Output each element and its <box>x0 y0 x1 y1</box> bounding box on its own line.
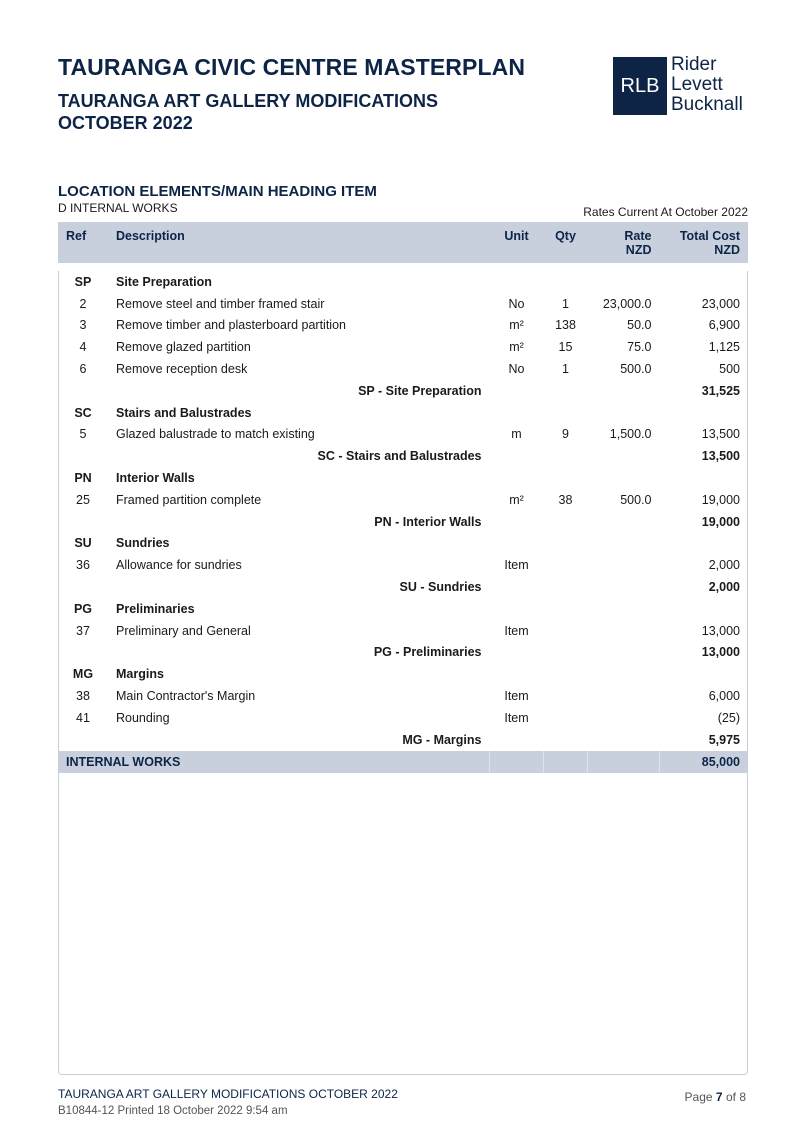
subtotal-label: SU - Sundries <box>399 580 482 595</box>
page-current: 7 <box>715 1090 723 1104</box>
subtotal-row <box>58 445 748 467</box>
item-qty <box>544 707 588 729</box>
subtotal-unit-cell <box>490 576 544 598</box>
item-unit: m² <box>509 318 524 333</box>
header-rate-line2: NZD <box>625 243 652 257</box>
item-total: 13,000 <box>701 623 740 638</box>
header-total <box>660 222 749 263</box>
group-description: Preliminaries <box>116 601 195 616</box>
group-ref: SP <box>74 274 92 289</box>
group-description: Site Preparation <box>116 274 212 289</box>
item-unit: Item <box>504 623 529 638</box>
item-qty: 138 <box>555 318 576 333</box>
item-ref: 36 <box>76 558 90 573</box>
subtotal-unit-cell <box>490 511 544 533</box>
item-total: 13,500 <box>701 427 740 442</box>
cost-table <box>58 222 748 773</box>
subtotal-total: 31,525 <box>701 383 740 398</box>
item-description: Main Contractor's Margin <box>116 689 256 704</box>
item-ref: 5 <box>79 427 87 442</box>
item-unit: m <box>511 427 522 442</box>
item-description: Remove reception desk <box>116 362 248 377</box>
item-total: 23,000 <box>701 296 740 311</box>
item-qty: 15 <box>558 340 573 355</box>
subtotal-label: SP - Site Preparation <box>358 383 482 398</box>
group-ref: PN <box>74 471 92 486</box>
group-row <box>58 467 748 489</box>
subtotal-unit-cell <box>490 380 544 402</box>
rlb-logo-word-rider: Rider <box>671 54 717 75</box>
item-total: 19,000 <box>701 492 740 507</box>
item-qty <box>544 554 588 576</box>
group-description: Interior Walls <box>116 471 195 486</box>
item-total: (25) <box>717 710 740 725</box>
subtotal-unit-cell <box>490 642 544 664</box>
group-ref: MG <box>72 667 94 682</box>
section-heading: LOCATION ELEMENTS/MAIN HEADING ITEM <box>58 183 377 200</box>
subtotal-row <box>58 642 748 664</box>
rlb-logo-words <box>671 55 743 115</box>
table-row <box>58 424 748 446</box>
grand-total-qty-cell <box>544 751 588 773</box>
grand-total-value: 85,000 <box>660 751 749 773</box>
subtotal-qty-cell <box>544 445 588 467</box>
page-number <box>685 1090 746 1104</box>
rlb-logo-mark: RLB <box>613 57 667 115</box>
item-ref: 3 <box>79 318 87 333</box>
item-qty: 9 <box>562 427 569 442</box>
group-row <box>58 271 748 293</box>
group-row <box>58 598 748 620</box>
group-ref: PG <box>73 601 93 616</box>
subtotal-total: 5,975 <box>708 732 740 747</box>
item-total: 500 <box>719 362 740 377</box>
item-total: 2,000 <box>708 558 740 573</box>
table-row <box>58 358 748 380</box>
group-row <box>58 402 748 424</box>
section-subheading: D INTERNAL WORKS <box>58 201 178 215</box>
item-description: Glazed balustrade to match existing <box>116 427 315 442</box>
subtotal-rate-cell <box>588 576 660 598</box>
table-row <box>58 293 748 315</box>
item-qty: 38 <box>558 492 573 507</box>
report-title: TAURANGA CIVIC CENTRE MASTERPLAN <box>58 54 526 80</box>
group-description: Margins <box>116 667 164 682</box>
item-rate: 1,500.0 <box>609 427 652 442</box>
footer-printed: B10844-12 Printed 18 October 2022 9:54 am <box>58 1105 288 1117</box>
item-unit: No <box>508 296 525 311</box>
item-description: Remove steel and timber framed stair <box>116 296 325 311</box>
item-ref: 25 <box>76 492 90 507</box>
subtotal-rate-cell <box>588 511 660 533</box>
subtotal-unit-cell <box>490 445 544 467</box>
grand-total-row <box>58 751 748 773</box>
group-row <box>58 533 748 555</box>
header-description: Description <box>116 229 185 243</box>
item-total: 6,900 <box>708 318 740 333</box>
subtotal-qty-cell <box>544 576 588 598</box>
rlb-logo-word-bucknall: Bucknall <box>671 94 743 115</box>
group-description: Stairs and Balustrades <box>116 405 252 420</box>
table-row <box>58 315 748 337</box>
table-header-row <box>58 222 748 263</box>
group-row <box>58 663 748 685</box>
subtotal-qty-cell <box>544 380 588 402</box>
rlb-logo <box>613 54 749 115</box>
subtotal-row <box>58 511 748 533</box>
subtotal-row <box>58 380 748 402</box>
page-total: 8 <box>739 1090 746 1104</box>
item-total: 1,125 <box>708 340 740 355</box>
item-ref: 2 <box>79 296 87 311</box>
table-row <box>58 707 748 729</box>
subtotal-label: PG - Preliminaries <box>373 645 482 660</box>
subtotal-row <box>58 729 748 751</box>
group-description: Sundries <box>116 536 170 551</box>
header-total-line1: Total Cost <box>679 229 740 243</box>
subtotal-unit-cell <box>490 729 544 751</box>
item-description: Remove timber and plasterboard partition <box>116 318 346 333</box>
item-total: 6,000 <box>708 689 740 704</box>
item-ref: 38 <box>76 689 90 704</box>
report-subtitle-line2: OCTOBER 2022 <box>58 113 193 133</box>
item-unit: Item <box>504 710 529 725</box>
table-body <box>58 271 748 751</box>
item-qty <box>544 620 588 642</box>
grand-total-label: INTERNAL WORKS <box>66 754 181 769</box>
group-ref: SU <box>74 536 92 551</box>
subtotal-qty-cell <box>544 729 588 751</box>
item-rate <box>588 685 660 707</box>
item-rate <box>588 620 660 642</box>
subtotal-rate-cell <box>588 642 660 664</box>
item-unit: m² <box>509 340 524 355</box>
page-word: Page <box>684 1090 713 1104</box>
item-description: Rounding <box>116 710 170 725</box>
subtotal-rate-cell <box>588 380 660 402</box>
item-qty <box>544 685 588 707</box>
header-qty: Qty <box>555 229 576 243</box>
report-subtitle-line1: TAURANGA ART GALLERY MODIFICATIONS <box>58 91 438 111</box>
item-description: Preliminary and General <box>116 623 251 638</box>
header-total-line2: NZD <box>714 243 740 257</box>
report-subtitle <box>58 90 518 134</box>
table-row <box>58 620 748 642</box>
item-description: Allowance for sundries <box>116 558 242 573</box>
table-row <box>58 489 748 511</box>
item-rate: 50.0 <box>627 318 652 333</box>
rates-note: Rates Current At October 2022 <box>583 205 748 219</box>
item-unit: m² <box>509 492 524 507</box>
grand-total-unit-cell <box>490 751 544 773</box>
group-ref: SC <box>74 405 92 420</box>
subtotal-qty-cell <box>544 511 588 533</box>
subtotal-rate-cell <box>588 729 660 751</box>
item-unit: Item <box>504 689 529 704</box>
item-qty: 1 <box>562 362 569 377</box>
subtotal-qty-cell <box>544 642 588 664</box>
subtotal-total: 13,000 <box>701 645 740 660</box>
header-ref: Ref <box>66 229 87 243</box>
header-unit: Unit <box>504 229 529 243</box>
subtotal-row <box>58 576 748 598</box>
item-rate: 500.0 <box>620 362 652 377</box>
rlb-logo-word-levett: Levett <box>671 74 723 95</box>
footer-doc-title: TAURANGA ART GALLERY MODIFICATIONS OCTOBER 2022 <box>58 1087 398 1101</box>
item-ref: 37 <box>76 623 90 638</box>
subtotal-label: MG - Margins <box>402 732 482 747</box>
item-unit: No <box>508 362 525 377</box>
item-rate: 23,000.0 <box>602 296 652 311</box>
grand-total-rate-cell <box>588 751 660 773</box>
subtotal-label: SC - Stairs and Balustrades <box>317 449 482 464</box>
header-rate <box>588 222 660 263</box>
item-rate <box>588 554 660 576</box>
item-ref: 4 <box>79 340 87 355</box>
table-row <box>58 554 748 576</box>
item-ref: 41 <box>76 710 90 725</box>
page-of: of <box>725 1090 736 1104</box>
item-rate: 75.0 <box>627 340 652 355</box>
table-row <box>58 336 748 358</box>
subtotal-total: 13,500 <box>701 449 740 464</box>
item-description: Remove glazed partition <box>116 340 251 355</box>
subtotal-total: 19,000 <box>701 514 740 529</box>
subtotal-label: PN - Interior Walls <box>374 514 482 529</box>
item-rate <box>588 707 660 729</box>
subtotal-total: 2,000 <box>708 580 740 595</box>
item-ref: 6 <box>79 362 87 377</box>
item-qty: 1 <box>562 296 569 311</box>
header-rate-line1: Rate <box>624 229 652 243</box>
item-rate: 500.0 <box>620 492 652 507</box>
table-row <box>58 685 748 707</box>
item-unit: Item <box>504 558 529 573</box>
item-description: Framed partition complete <box>116 492 262 507</box>
subtotal-rate-cell <box>588 445 660 467</box>
